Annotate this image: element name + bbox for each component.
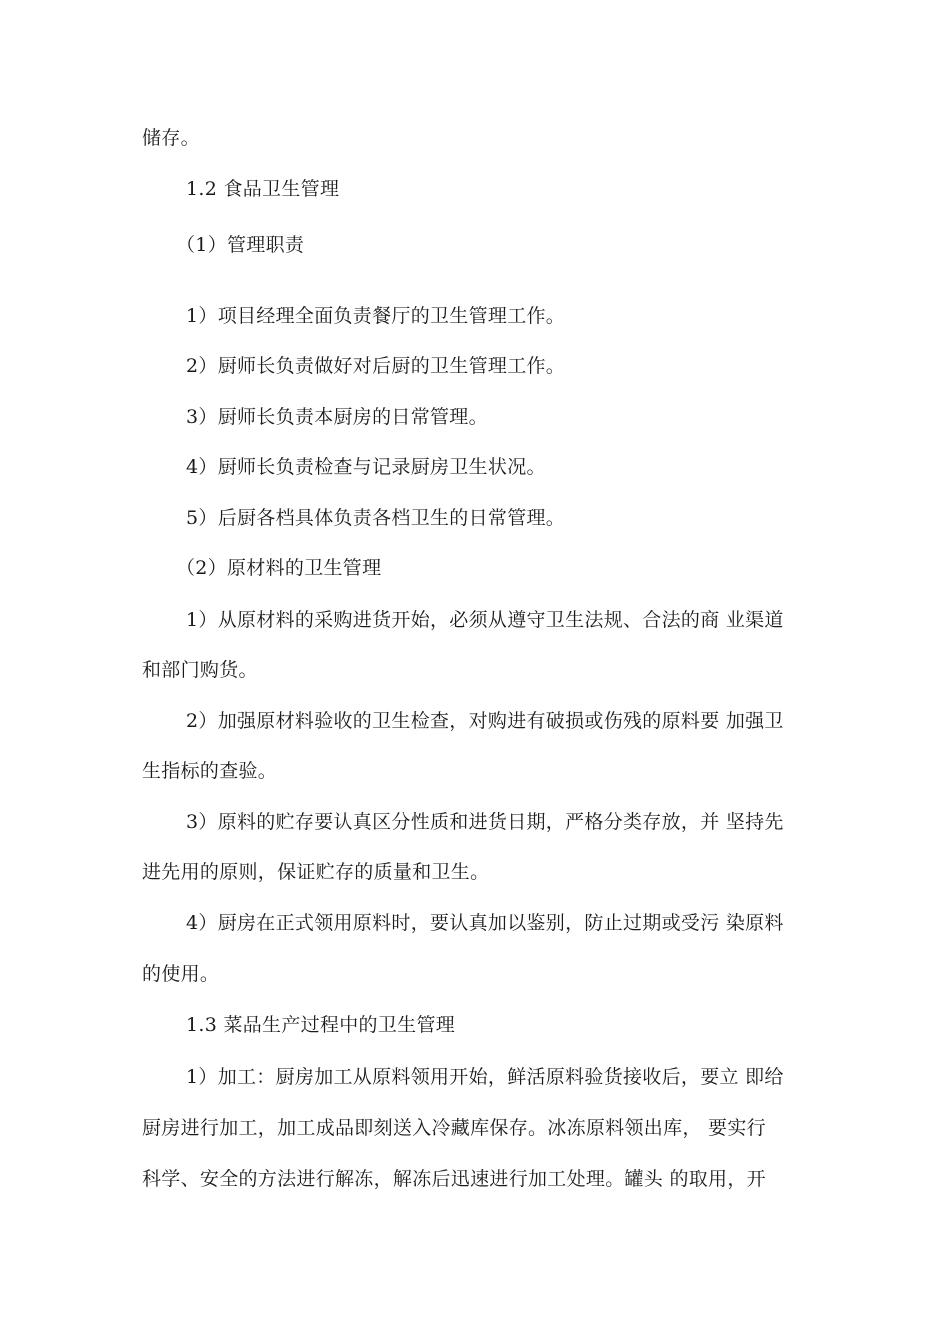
section-heading-1-3: 1.3 菜品生产过程中的卫生管理 [186, 1014, 456, 1036]
list-item: 5）后厨各档具体负责各档卫生的日常管理。 [186, 507, 566, 529]
list-item: 4）厨师长负责检查与记录厨房卫生状况。 [186, 456, 546, 478]
list-item-continuation: 的使用。 [142, 963, 220, 985]
list-item-continuation: 进先用的原则，保证贮存的质量和卫生。 [142, 861, 490, 883]
list-item: 1）加工：厨房加工从原料领用开始，鲜活原料验货接收后，要立 即给 [186, 1066, 784, 1088]
list-item-continuation: 科学、安全的方法进行解冻，解冻后迅速进行加工处理。罐头 的取用，开 [142, 1168, 766, 1190]
section-heading-1-2: 1.2 食品卫生管理 [186, 178, 340, 200]
list-item: 3）厨师长负责本厨房的日常管理。 [186, 406, 488, 428]
list-item-continuation: 厨房进行加工，加工成品即刻送入冷藏库保存。冰冻原料领出库， 要实行 [142, 1117, 766, 1139]
list-item: 1）项目经理全面负责餐厅的卫生管理工作。 [186, 305, 566, 327]
subsection-heading-raw-materials: （2）原材料的卫生管理 [176, 557, 382, 579]
list-item-continuation: 生指标的查验。 [142, 760, 278, 782]
list-item-continuation: 和部门购货。 [142, 659, 258, 681]
list-item: 2）厨师长负责做好对后厨的卫生管理工作。 [186, 355, 566, 377]
list-item: 1）从原材料的采购进货开始，必须从遵守卫生法规、合法的商 业渠道 [186, 609, 784, 631]
list-item: 2）加强原材料验收的卫生检查，对购进有破损或伤残的原料要 加强卫 [186, 710, 784, 732]
list-item: 3）原料的贮存要认真区分性质和进货日期，严格分类存放，并 坚持先 [186, 811, 784, 833]
paragraph-line: 储存。 [142, 127, 200, 149]
subsection-heading-management-duties: （1）管理职责 [176, 234, 305, 256]
list-item: 4）厨房在正式领用原料时，要认真加以鉴别，防止过期或受污 染原料 [186, 912, 784, 934]
